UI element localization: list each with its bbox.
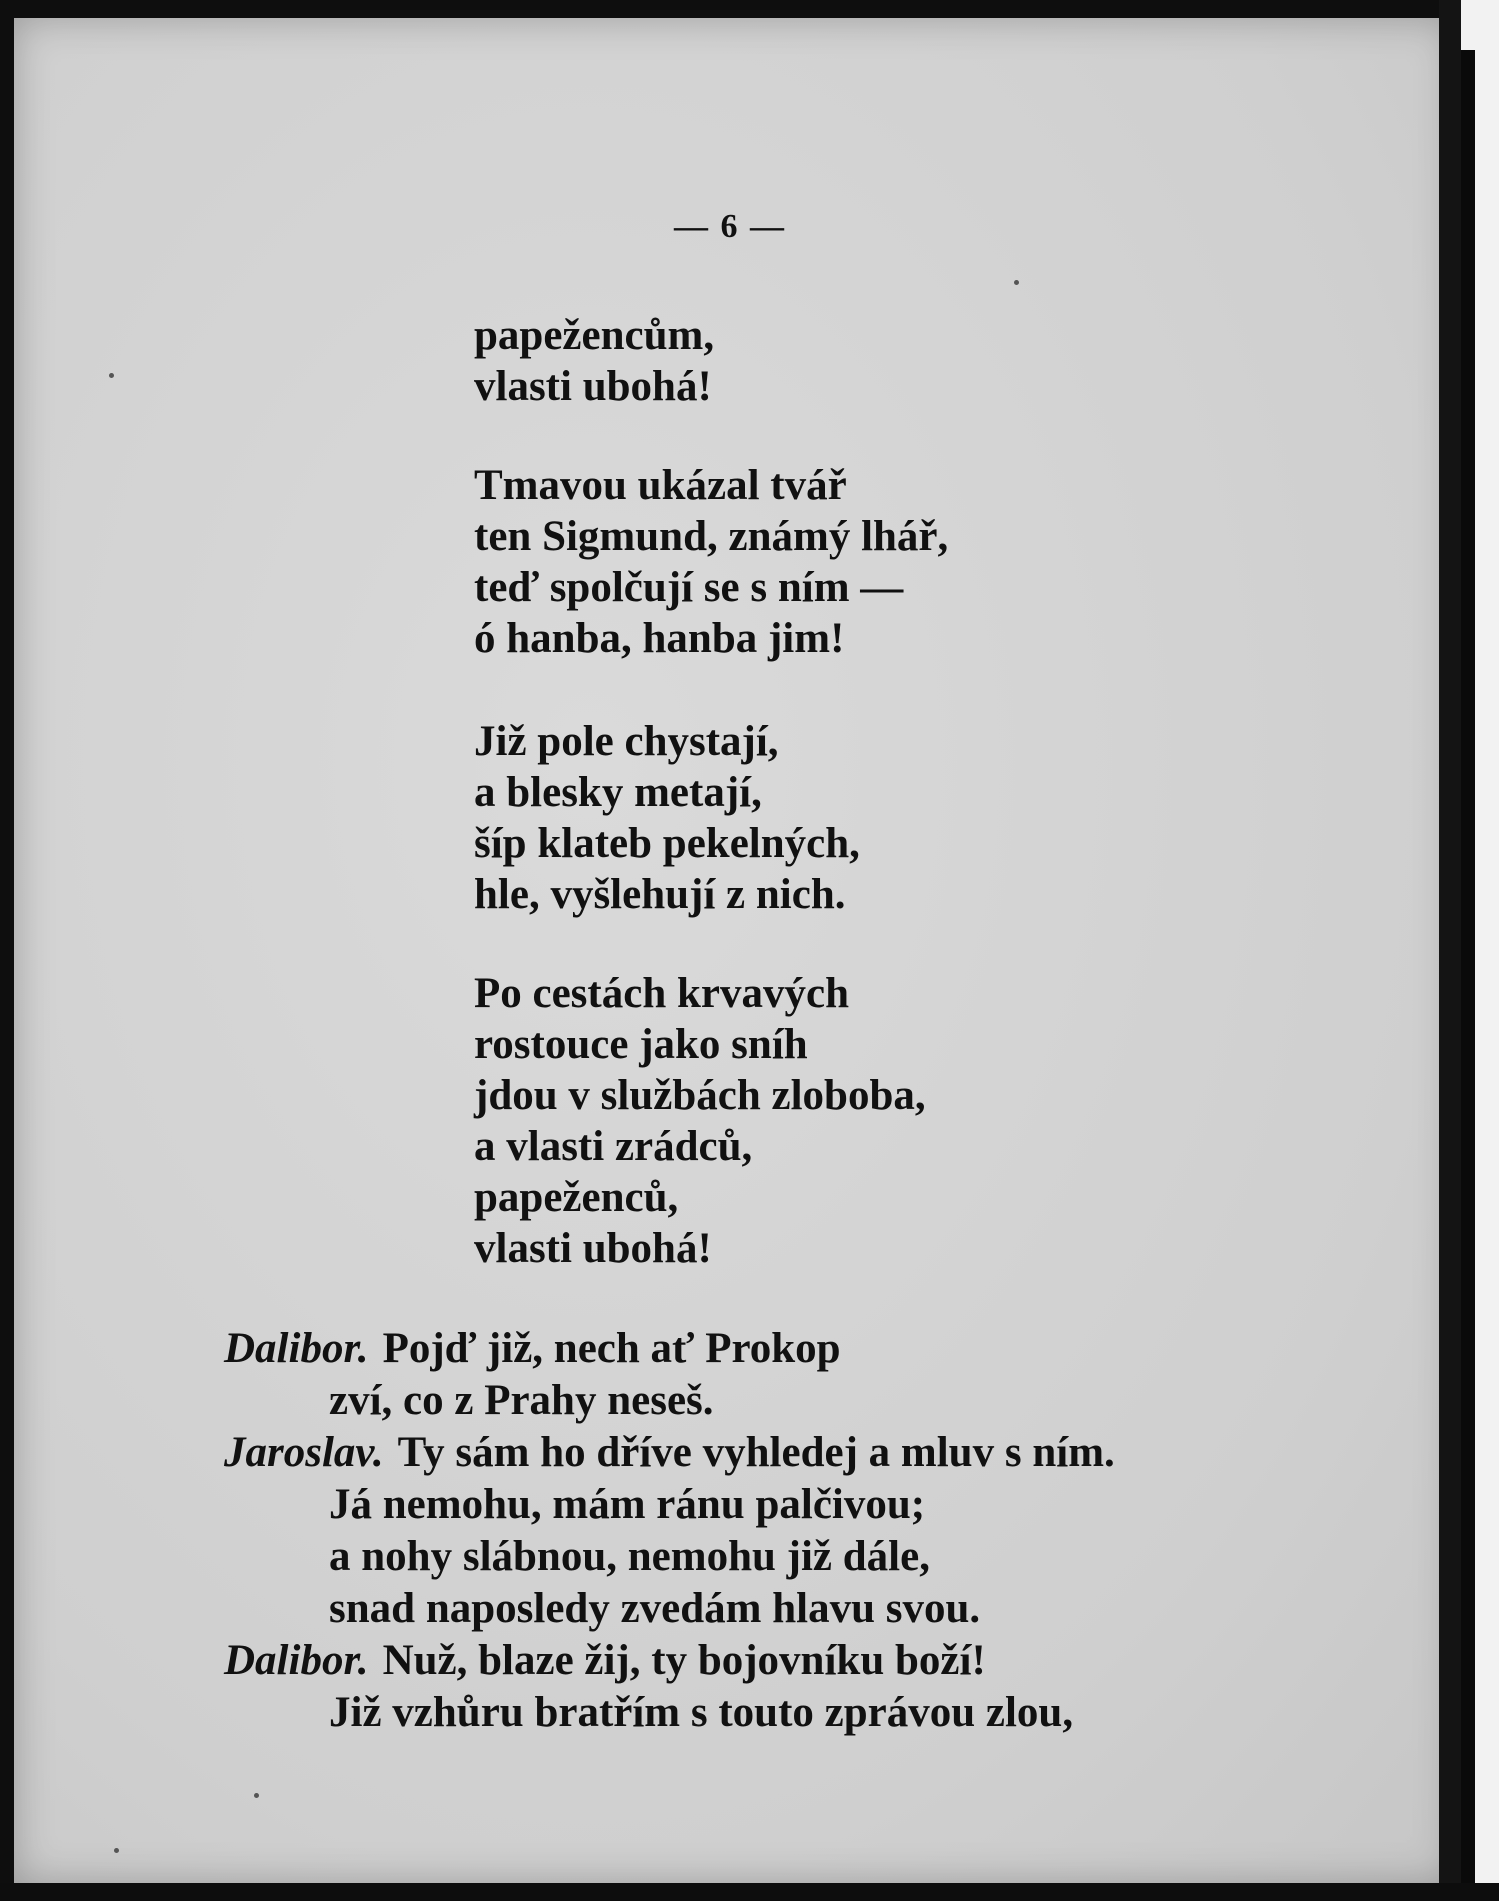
verse-line: vlasti ubohá! bbox=[474, 1225, 712, 1272]
paper-speck bbox=[114, 1848, 119, 1853]
verse-line: ten Sigmund, známý lhář, bbox=[474, 513, 949, 560]
edge-shadow bbox=[1439, 0, 1461, 1901]
verse-4 bbox=[474, 968, 926, 1274]
verse-3 bbox=[474, 716, 860, 920]
dialog-text: Ty sám ho dříve vyhledej a mluv s ním. bbox=[397, 1429, 1115, 1476]
dialog-block bbox=[224, 1323, 1115, 1739]
verse-line: šíp klateb pekelných, bbox=[474, 820, 860, 867]
paper-sheet bbox=[14, 18, 1454, 1884]
dialog-line bbox=[224, 1531, 1115, 1583]
verse-line: Již pole chystají, bbox=[474, 718, 779, 765]
binding-edge bbox=[1439, 0, 1499, 1901]
verse-1 bbox=[474, 310, 714, 412]
dialog-text: Nuž, blaze žij, ty bojovníku boží! bbox=[382, 1637, 986, 1684]
dialog-line bbox=[224, 1479, 1115, 1531]
dialog-text: Pojď již, nech ať Prokop bbox=[382, 1325, 841, 1372]
dialog-line bbox=[224, 1583, 1115, 1635]
speaker-name: Dalibor. bbox=[224, 1325, 369, 1372]
verse-line: rostouce jako sníh bbox=[474, 1021, 808, 1068]
dialog-line bbox=[224, 1375, 1115, 1427]
dialog-text: zví, co z Prahy neseš. bbox=[329, 1377, 714, 1424]
verse-2 bbox=[474, 460, 948, 664]
paper-speck bbox=[109, 373, 114, 378]
dialog-line bbox=[224, 1427, 1115, 1479]
verse-line: hle, vyšlehují z nich. bbox=[474, 871, 846, 918]
bottom-shadow bbox=[0, 1883, 1499, 1901]
verse-line: papeženců, bbox=[474, 1174, 679, 1221]
binding-strip bbox=[1461, 50, 1475, 1890]
verse-line: a vlasti zrádců, bbox=[474, 1123, 753, 1170]
dialog-text: Já nemohu, mám ránu palčivou; bbox=[329, 1481, 926, 1528]
verse-line: papežencům, bbox=[474, 312, 715, 359]
speaker-name: Dalibor. bbox=[224, 1637, 369, 1684]
verse-line: jdou v službách zloboba, bbox=[474, 1072, 926, 1119]
verse-line: Tmavou ukázal tvář bbox=[474, 462, 847, 509]
dialog-line bbox=[224, 1687, 1115, 1739]
verse-line: ó hanba, hanba jim! bbox=[474, 615, 845, 662]
verse-line: Po cestách krvavých bbox=[474, 970, 849, 1017]
dialog-line bbox=[224, 1635, 1115, 1687]
page-number: — 6 — bbox=[674, 208, 786, 245]
dialog-text: snad naposledy zvedám hlavu svou. bbox=[329, 1585, 981, 1632]
dialog-text: a nohy slábnou, nemohu již dále, bbox=[329, 1533, 930, 1580]
verse-line: vlasti ubohá! bbox=[474, 363, 712, 410]
dialog-text: Již vzhůru bratřím s touto zprávou zlou, bbox=[329, 1689, 1074, 1736]
paper-speck bbox=[1014, 280, 1019, 285]
paper-speck bbox=[254, 1793, 259, 1798]
verse-line: teď spolčují se s ním — bbox=[474, 564, 904, 611]
verse-line: a blesky metají, bbox=[474, 769, 762, 816]
speaker-name: Jaroslav. bbox=[224, 1429, 384, 1476]
dialog-line bbox=[224, 1323, 1115, 1375]
